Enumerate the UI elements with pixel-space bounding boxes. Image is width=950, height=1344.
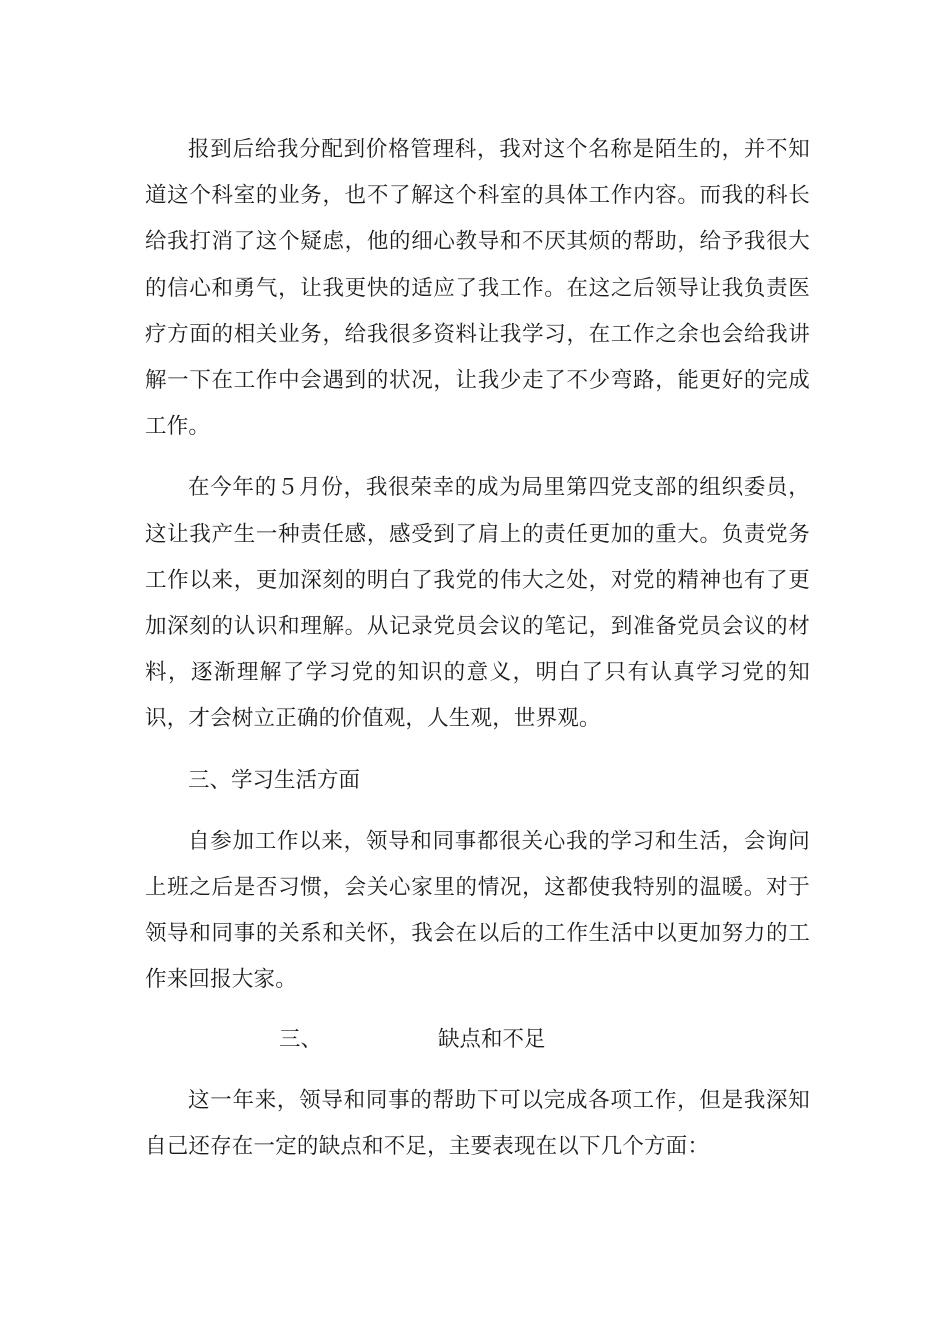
- section-number: 三、: [279, 1026, 323, 1052]
- paragraph-spacer: [145, 1063, 810, 1078]
- paragraph-spacer: [145, 1004, 810, 1017]
- paragraph-assignment: 报到后给我分配到价格管理科，我对这个名称是陌生的，并不知道这个科室的业务，也不了解这个科室的具体工作内容。而我的科长给我打消了这个疑虑，他的细心教导和不厌其烦的帮助，给予我很大的信心和勇气，让我更快的适应了我工作。在这之后领导让我负责医疗方面的相关业务，给我很多资料让我学习，在工作之余也会给我讲解一下在工作中会遇到的状况，让我少走了不少弯路，能更好的完成工作。: [145, 137, 810, 440]
- paragraph-spacer: [145, 743, 810, 758]
- section-title: 缺点和不足: [438, 1026, 546, 1052]
- paragraph-party-work: 在今年的５月份，我很荣幸的成为局里第四党支部的组织委员，这让我产生一种责任感，感受到了肩上的责任更加的重大。负责党务工作以来，更加深刻的明白了我党的伟大之处，对党的精神也有了更加深刻的认识和理解。从记录党员会议的笔记，到准备党员会议的材料，逐渐理解了学习党的知识的意义，明白了只有认真学习党的知识，才会树立正确的价值观，人生观，世界观。: [145, 475, 810, 732]
- section-heading-shortcomings: [145, 1017, 810, 1063]
- paragraph-spacer: [145, 450, 810, 465]
- paragraph-study-life: 自参加工作以来，领导和同事都很关心我的学习和生活，会询问上班之后是否习惯，会关心家里的情况，这都使我特别的温暖。对于领导和同事的关系和关怀，我会在以后的工作生活中以更加努力的工作来回报大家。: [145, 828, 810, 993]
- section-heading-study-life: 三、学习生活方面: [188, 767, 361, 793]
- paragraph-spacer: [145, 804, 810, 819]
- document-body: [145, 127, 810, 1170]
- paragraph-shortcomings: 这一年来，领导和同事的帮助下可以完成各项工作，但是我深知自己还存在一定的缺点和不足，主要表现在以下几个方面：: [145, 1087, 810, 1159]
